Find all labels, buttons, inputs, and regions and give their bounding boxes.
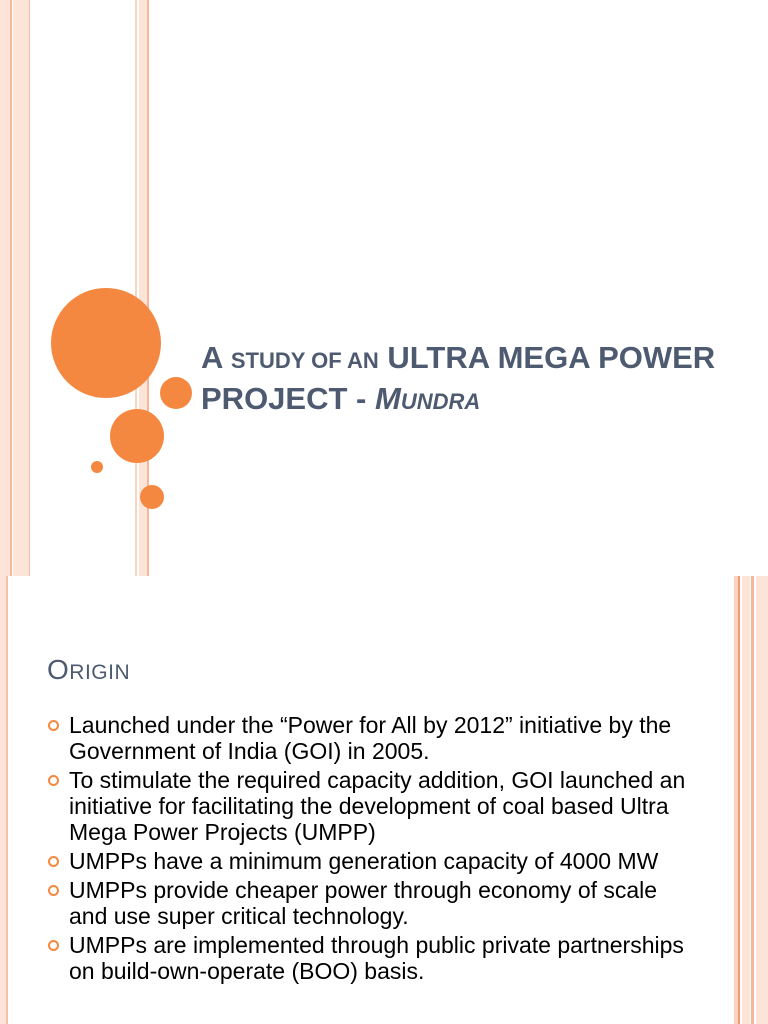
title-initial: A	[201, 340, 223, 375]
decorative-circle-medium	[110, 409, 164, 463]
decorative-circle-large	[51, 288, 161, 398]
decorative-stripe	[135, 0, 137, 576]
bullet-circle-icon	[48, 885, 59, 896]
title-location-small-caps: UNDRA	[400, 389, 481, 414]
decorative-stripe	[738, 576, 740, 1024]
decorative-circle-tiny	[91, 461, 103, 473]
decorative-stripe	[751, 576, 754, 1024]
list-item-text: UMPPs have a minimum generation capacity of 4000 MW	[69, 848, 659, 874]
list-item	[47, 877, 687, 929]
list-item	[47, 767, 687, 845]
section-heading	[47, 654, 130, 686]
list-item	[47, 712, 687, 764]
list-item-text: Launched under the “Power for All by 2012” initiative by the Government of India (GOI) in 2005.	[69, 712, 672, 764]
title-location	[375, 381, 480, 416]
slide-title	[201, 339, 721, 421]
bullet-circle-icon	[48, 775, 59, 786]
decorative-stripe	[29, 0, 30, 576]
title-small-caps: STUDY OF AN	[230, 348, 379, 373]
bullet-circle-icon	[48, 720, 59, 731]
bullet-circle-icon	[48, 856, 59, 867]
decorative-stripe	[6, 576, 8, 1024]
heading-initial: O	[47, 654, 70, 685]
list-item-text: To stimulate the required capacity addition, GOI launched an initiative for facilitating the development of coal based Ultra Mega Power Projects (UMPP)	[69, 767, 686, 845]
decorative-circle-small	[160, 377, 192, 409]
decorative-stripe	[756, 576, 768, 1024]
decorative-stripe	[742, 576, 750, 1024]
bullet-circle-icon	[48, 940, 59, 951]
bullet-list	[47, 712, 687, 987]
title-location-initial: M	[374, 381, 401, 416]
list-item-text: UMPPs provide cheaper power through economy of scale and use super critical technology.	[69, 877, 658, 929]
title-main: ULTRA MEGA POWER PROJECT -	[201, 340, 716, 416]
decorative-stripe	[0, 0, 10, 576]
decorative-stripe	[13, 0, 29, 576]
list-item	[47, 932, 687, 984]
decorative-stripe	[10, 0, 12, 576]
decorative-circle-small	[140, 485, 164, 509]
heading-small-caps: RIGIN	[69, 661, 131, 684]
list-item-text: UMPPs are implemented through public private partnerships on build-own-operate (BOO) basis.	[69, 932, 684, 984]
list-item	[47, 848, 687, 874]
